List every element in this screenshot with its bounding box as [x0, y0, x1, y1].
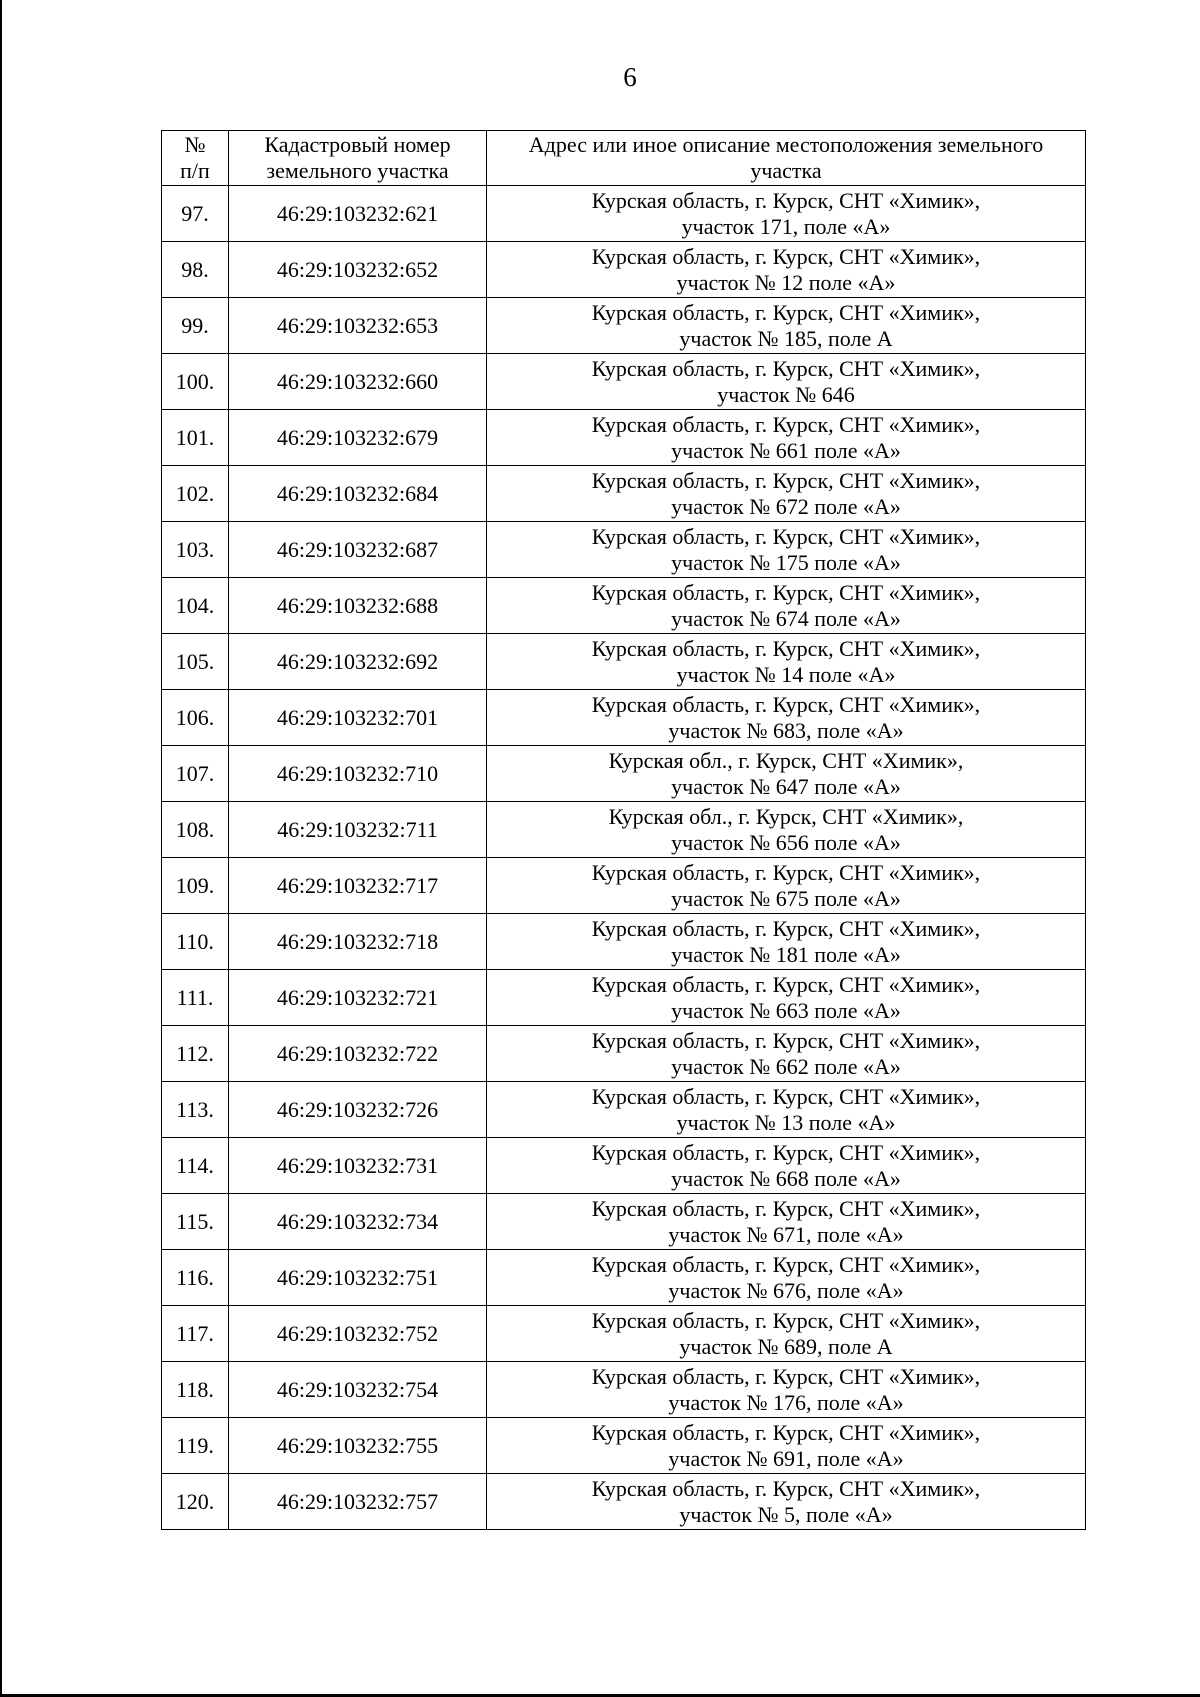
- header-cadastral-line-1: Кадастровый номер: [264, 132, 451, 157]
- cadastral-number: 46:29:103232:721: [229, 970, 487, 1026]
- address-line: участок № 14 поле «А»: [676, 661, 896, 687]
- address-line: Курская область, г. Курск, СНТ «Химик»,: [591, 1027, 981, 1053]
- page-number: 6: [623, 62, 637, 92]
- address-cell: [487, 1306, 1086, 1362]
- address-line: участок № 671, поле «А»: [668, 1221, 904, 1247]
- address-cell: [487, 690, 1086, 746]
- table-row: [162, 298, 1086, 354]
- address-line: участок № 674 поле «А»: [671, 605, 901, 631]
- table-body: [162, 186, 1086, 1530]
- address-line: участок 171, поле «А»: [681, 213, 891, 239]
- row-number: 116.: [162, 1250, 229, 1306]
- address-cell: [487, 634, 1086, 690]
- row-number: 115.: [162, 1194, 229, 1250]
- cadastral-number: 46:29:103232:660: [229, 354, 487, 410]
- address-cell: [487, 522, 1086, 578]
- address-line: Курская область, г. Курск, СНТ «Химик»,: [591, 1195, 981, 1221]
- address-line: участок № 668 поле «А»: [671, 1165, 901, 1191]
- address-line: участок № 647 поле «А»: [671, 773, 901, 799]
- cadastral-number: 46:29:103232:757: [229, 1474, 487, 1530]
- address-cell: [487, 1026, 1086, 1082]
- table-row: [162, 802, 1086, 858]
- row-number: 120.: [162, 1474, 229, 1530]
- cadastral-number: 46:29:103232:722: [229, 1026, 487, 1082]
- address-line: Курская область, г. Курск, СНТ «Химик»,: [591, 467, 981, 493]
- cadastral-number: 46:29:103232:726: [229, 1082, 487, 1138]
- cadastral-number: 46:29:103232:752: [229, 1306, 487, 1362]
- cadastral-number: 46:29:103232:688: [229, 578, 487, 634]
- address-line: участок № 13 поле «А»: [676, 1109, 896, 1135]
- cadastral-number: 46:29:103232:718: [229, 914, 487, 970]
- address-line: участок № 181 поле «А»: [671, 941, 901, 967]
- cadastral-number: 46:29:103232:755: [229, 1418, 487, 1474]
- address-cell: [487, 802, 1086, 858]
- row-number: 112.: [162, 1026, 229, 1082]
- table-row: [162, 1474, 1086, 1530]
- address-line: Курская область, г. Курск, СНТ «Химик»,: [591, 1251, 981, 1277]
- address-cell: [487, 1474, 1086, 1530]
- cadastral-number: 46:29:103232:684: [229, 466, 487, 522]
- row-number: 101.: [162, 410, 229, 466]
- address-line: Курская область, г. Курск, СНТ «Химик»,: [591, 971, 981, 997]
- row-number: 111.: [162, 970, 229, 1026]
- table-row: [162, 522, 1086, 578]
- row-number: 114.: [162, 1138, 229, 1194]
- table-row: [162, 1250, 1086, 1306]
- table-row: [162, 1418, 1086, 1474]
- table-row: [162, 634, 1086, 690]
- cadastral-number: 46:29:103232:711: [229, 802, 487, 858]
- address-cell: [487, 858, 1086, 914]
- address-line: Курская область, г. Курск, СНТ «Химик»,: [591, 1139, 981, 1165]
- address-cell: [487, 410, 1086, 466]
- address-line: Курская область, г. Курск, СНТ «Химик»,: [591, 579, 981, 605]
- cadastral-number: 46:29:103232:679: [229, 410, 487, 466]
- header-cadastral-line-2: земельного участка: [266, 158, 449, 183]
- row-number: 102.: [162, 466, 229, 522]
- address-cell: [487, 970, 1086, 1026]
- table-row: [162, 1362, 1086, 1418]
- address-line: Курская область, г. Курск, СНТ «Химик»,: [591, 915, 981, 941]
- address-line: участок № 675 поле «А»: [671, 885, 901, 911]
- address-cell: [487, 1418, 1086, 1474]
- row-number: 118.: [162, 1362, 229, 1418]
- row-number: 104.: [162, 578, 229, 634]
- address-cell: [487, 354, 1086, 410]
- address-line: Курская область, г. Курск, СНТ «Химик»,: [591, 243, 981, 269]
- row-number: 99.: [162, 298, 229, 354]
- header-number-line-1: №: [184, 132, 206, 157]
- address-line: Курская область, г. Курск, СНТ «Химик»,: [591, 523, 981, 549]
- address-line: Курская область, г. Курск, СНТ «Химик»,: [591, 187, 981, 213]
- header-address-line-1: Адрес или иное описание местоположения земельного: [528, 132, 1044, 157]
- address-cell: [487, 242, 1086, 298]
- table-row: [162, 186, 1086, 242]
- table-row: [162, 746, 1086, 802]
- address-line: Курская область, г. Курск, СНТ «Химик»,: [591, 1419, 981, 1445]
- address-cell: [487, 186, 1086, 242]
- address-cell: [487, 1138, 1086, 1194]
- cadastral-number: 46:29:103232:717: [229, 858, 487, 914]
- row-number: 103.: [162, 522, 229, 578]
- address-line: участок № 662 поле «А»: [671, 1053, 901, 1079]
- address-line: Курская область, г. Курск, СНТ «Химик»,: [591, 1307, 981, 1333]
- address-line: Курская область, г. Курск, СНТ «Химик»,: [591, 299, 981, 325]
- row-number: 113.: [162, 1082, 229, 1138]
- address-cell: [487, 1250, 1086, 1306]
- table-row: [162, 858, 1086, 914]
- cadastral-number: 46:29:103232:710: [229, 746, 487, 802]
- table-row: [162, 242, 1086, 298]
- table-row: [162, 1082, 1086, 1138]
- header-number: [162, 131, 229, 186]
- table-row: [162, 578, 1086, 634]
- header-number-line-2: п/п: [180, 158, 210, 183]
- address-line: участок № 176, поле «А»: [668, 1389, 904, 1415]
- table-row: [162, 466, 1086, 522]
- table-row: [162, 914, 1086, 970]
- address-line: участок № 646: [717, 381, 855, 407]
- header-address-line-2: участка: [750, 158, 822, 183]
- address-line: Курская область, г. Курск, СНТ «Химик»,: [591, 635, 981, 661]
- address-line: Курская область, г. Курск, СНТ «Химик»,: [591, 411, 981, 437]
- cadastral-number: 46:29:103232:687: [229, 522, 487, 578]
- cadastral-number: 46:29:103232:754: [229, 1362, 487, 1418]
- table-row: [162, 690, 1086, 746]
- address-cell: [487, 1194, 1086, 1250]
- cadastral-number: 46:29:103232:751: [229, 1250, 487, 1306]
- cadastral-number: 46:29:103232:621: [229, 186, 487, 242]
- row-number: 98.: [162, 242, 229, 298]
- row-number: 109.: [162, 858, 229, 914]
- address-line: участок № 663 поле «А»: [671, 997, 901, 1023]
- row-number: 108.: [162, 802, 229, 858]
- address-line: Курская область, г. Курск, СНТ «Химик»,: [591, 691, 981, 717]
- address-line: участок № 12 поле «А»: [676, 269, 896, 295]
- address-line: участок № 656 поле «А»: [671, 829, 901, 855]
- header-address: [487, 131, 1086, 186]
- address-line: участок № 689, поле А: [679, 1333, 893, 1359]
- table-row: [162, 970, 1086, 1026]
- scan-edge-left: [0, 0, 2, 1697]
- address-line: участок № 676, поле «А»: [668, 1277, 904, 1303]
- address-cell: [487, 914, 1086, 970]
- address-line: участок № 5, поле «А»: [679, 1501, 893, 1527]
- address-line: Курская область, г. Курск, СНТ «Химик»,: [591, 355, 981, 381]
- cadastral-number: 46:29:103232:652: [229, 242, 487, 298]
- address-line: участок № 672 поле «А»: [671, 493, 901, 519]
- address-line: участок № 185, поле А: [679, 325, 893, 351]
- row-number: 97.: [162, 186, 229, 242]
- row-number: 105.: [162, 634, 229, 690]
- table-row: [162, 354, 1086, 410]
- address-cell: [487, 466, 1086, 522]
- address-line: Курская область, г. Курск, СНТ «Химик»,: [591, 1363, 981, 1389]
- address-cell: [487, 1362, 1086, 1418]
- address-line: Курская область, г. Курск, СНТ «Химик»,: [591, 1083, 981, 1109]
- table-header-row: [162, 131, 1086, 186]
- row-number: 107.: [162, 746, 229, 802]
- cadastral-number: 46:29:103232:734: [229, 1194, 487, 1250]
- address-cell: [487, 578, 1086, 634]
- address-line: Курская обл., г. Курск, СНТ «Химик»,: [608, 803, 964, 829]
- cadastral-number: 46:29:103232:701: [229, 690, 487, 746]
- address-cell: [487, 1082, 1086, 1138]
- row-number: 117.: [162, 1306, 229, 1362]
- header-cadastral: [229, 131, 487, 186]
- table-row: [162, 1026, 1086, 1082]
- row-number: 100.: [162, 354, 229, 410]
- row-number: 119.: [162, 1418, 229, 1474]
- row-number: 106.: [162, 690, 229, 746]
- address-line: участок № 175 поле «А»: [671, 549, 901, 575]
- table-row: [162, 1306, 1086, 1362]
- address-line: Курская обл., г. Курск, СНТ «Химик»,: [608, 747, 964, 773]
- address-cell: [487, 298, 1086, 354]
- address-line: Курская область, г. Курск, СНТ «Химик»,: [591, 859, 981, 885]
- table-row: [162, 410, 1086, 466]
- address-line: Курская область, г. Курск, СНТ «Химик»,: [591, 1475, 981, 1501]
- cadastral-number: 46:29:103232:692: [229, 634, 487, 690]
- table-row: [162, 1194, 1086, 1250]
- cadastral-number: 46:29:103232:653: [229, 298, 487, 354]
- cadastral-number: 46:29:103232:731: [229, 1138, 487, 1194]
- address-cell: [487, 746, 1086, 802]
- land-parcels-table: [161, 130, 1086, 1530]
- row-number: 110.: [162, 914, 229, 970]
- address-line: участок № 691, поле «А»: [668, 1445, 904, 1471]
- address-line: участок № 661 поле «А»: [671, 437, 901, 463]
- address-line: участок № 683, поле «А»: [668, 717, 904, 743]
- table-row: [162, 1138, 1086, 1194]
